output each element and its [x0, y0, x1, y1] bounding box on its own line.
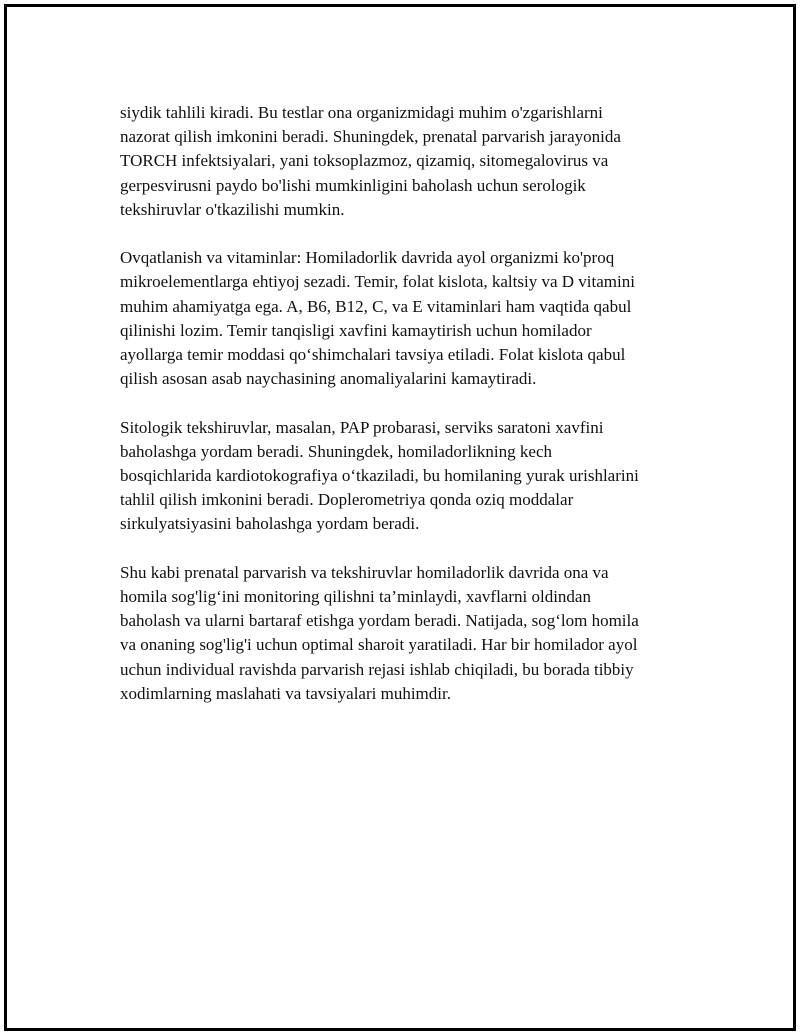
text-line: Ovqatlanish va vitaminlar: Homiladorlik davrida ayol organizmi ko'proq	[120, 248, 615, 268]
paragraph-cytology	[120, 416, 700, 537]
text-line: nazorat qilish imkonini beradi. Shuningdek, prenatal parvarish jarayonida	[120, 127, 621, 147]
text-line: bosqichlarida kardiotokografiya o‘tkaziladi, bu homilaning yurak urishlarini	[120, 466, 639, 486]
text-line: ayollarga temir moddasi qo‘shimchalari tavsiya etiladi. Folat kislota qabul	[120, 345, 626, 365]
text-line: siydik tahlili kiradi. Bu testlar ona organizmidagi muhim o'zgarishlarni	[120, 103, 603, 122]
text-line: mikroelementlarga ehtiyoj sezadi. Temir, folat kislota, kaltsiy va D vitamini	[120, 272, 635, 292]
text-line: xodimlarning maslahati va tavsiyalari muhimdir.	[120, 683, 451, 703]
text-line: qilish asosan asab naychasining anomaliyalarini kamaytiradi.	[120, 369, 537, 389]
text-line: baholashga yordam beradi. Shuningdek, homiladorlikning kech	[120, 441, 552, 461]
document-body	[120, 101, 700, 730]
paragraph-conclusion	[120, 561, 700, 706]
text-line: Sitologik tekshiruvlar, masalan, PAP probarasi, serviks saratoni xavfini	[120, 417, 604, 437]
page-frame	[4, 4, 796, 1031]
text-line: Shu kabi prenatal parvarish va tekshiruvlar homiladorlik davrida ona va	[120, 562, 609, 582]
text-line: qilinishi lozim. Temir tanqisligi xavfini kamaytirish uchun homilador	[120, 320, 592, 340]
text-line: tahlil qilish imkonini beradi. Doplerometriya qonda oziq moddalar	[120, 490, 574, 510]
text-line: sirkulyatsiyasini baholashga yordam beradi.	[120, 514, 420, 534]
text-line: gerpesvirusni paydo bo'lishi mumkinligini baholash uchun serologik	[120, 175, 586, 195]
text-line: va onaning sog'lig'i uchun optimal sharoit yaratiladi. Har bir homilador ayol	[120, 635, 638, 655]
paragraph-nutrition-vitamins	[120, 246, 700, 391]
text-line: tekshiruvlar o'tkazilishi mumkin.	[120, 199, 345, 219]
text-line: TORCH infektsiyalari, yani toksoplazmoz, qizamiq, sitomegalovirus va	[120, 151, 609, 171]
text-line: baholash va ularni bartaraf etishga yordam beradi. Natijada, sog‘lom homila	[120, 611, 639, 631]
paragraph-lab-tests	[120, 101, 700, 222]
text-line: homila sog'lig‘ini monitoring qilishni ta’minlaydi, xavflarni oldindan	[120, 587, 591, 607]
text-line: uchun individual ravishda parvarish rejasi ishlab chiqiladi, bu borada tibbiy	[120, 659, 634, 679]
text-line: muhim ahamiyatga ega. A, B6, B12, C, va E vitaminlari ham vaqtida qabul	[120, 296, 632, 316]
